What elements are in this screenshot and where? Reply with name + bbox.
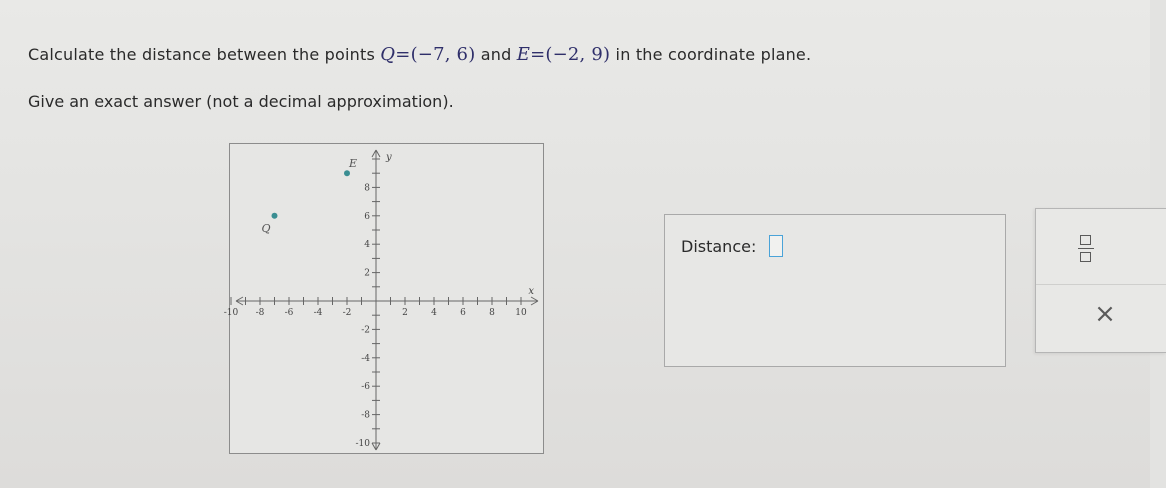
x-tick-label: 6 xyxy=(460,308,466,318)
y-tick-label: -2 xyxy=(361,325,370,336)
x-tick-label: -10 xyxy=(223,308,239,318)
point-q-expression: Q=(−7, 6) xyxy=(380,44,476,65)
point-e-expression: E=(−2, 9) xyxy=(516,44,611,65)
x-tick-label: 4 xyxy=(431,308,437,318)
instruction-text: Give an exact answer (not a decimal approximation). xyxy=(28,92,454,111)
question-prefix: Calculate the distance between the points xyxy=(28,45,375,64)
y-tick-label: 8 xyxy=(364,183,370,194)
y-tick-label: -8 xyxy=(361,410,370,421)
x-tick-label: -6 xyxy=(284,308,294,318)
y-tick-label: -6 xyxy=(361,382,370,393)
clear-button[interactable] xyxy=(1090,299,1120,329)
y-axis-label: y xyxy=(386,152,392,163)
point-e-label: E xyxy=(349,157,358,171)
x-tick-label: 2 xyxy=(402,308,408,318)
answer-panel xyxy=(664,214,1006,367)
point-e-dot xyxy=(344,170,350,176)
distance-label: Distance: xyxy=(681,237,757,256)
math-toolbar xyxy=(1035,208,1166,353)
y-tick-label: -4 xyxy=(361,353,370,364)
question-text xyxy=(28,44,811,65)
distance-input[interactable] xyxy=(769,235,783,257)
x-tick-label: -2 xyxy=(342,308,352,318)
close-icon: × xyxy=(1094,299,1116,329)
question-and: and xyxy=(480,45,512,64)
fraction-button[interactable] xyxy=(1072,229,1102,269)
toolbar-divider xyxy=(1036,284,1166,285)
x-tick-label: -4 xyxy=(313,308,323,318)
x-tick-label: 8 xyxy=(489,308,495,318)
x-tick-label: -8 xyxy=(255,308,265,318)
point-q-dot xyxy=(272,213,278,219)
y-tick-label: 2 xyxy=(364,268,370,279)
coordinate-graph xyxy=(223,143,544,454)
y-tick-label: 6 xyxy=(364,211,370,222)
point-q-label: Q xyxy=(261,221,271,235)
x-tick-label: 10 xyxy=(515,308,527,318)
x-axis-label: x xyxy=(528,286,534,297)
question-suffix: in the coordinate plane. xyxy=(615,45,812,64)
y-tick-label: -10 xyxy=(355,439,370,449)
y-tick-label: 4 xyxy=(364,240,370,251)
coordinate-plane-svg xyxy=(223,144,543,453)
